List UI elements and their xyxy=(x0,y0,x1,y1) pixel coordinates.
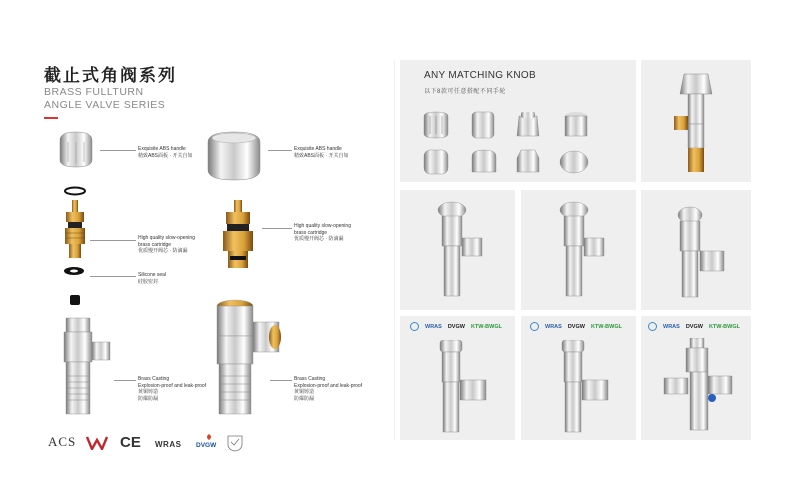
annotation-silicone-seal xyxy=(138,272,166,285)
annotation-large-cartridge xyxy=(294,223,351,243)
page-title-en-line1: BRASS FULLTURN xyxy=(44,86,144,98)
valve-image-1 xyxy=(430,200,490,300)
knob-6 xyxy=(472,150,496,172)
annotation-line: Brass Casting xyxy=(138,376,170,382)
valve-image-6 xyxy=(660,338,740,433)
leader-line xyxy=(100,150,136,151)
knob-7 xyxy=(517,150,539,172)
large-brass-casting-image xyxy=(205,298,285,418)
knob-grid xyxy=(400,60,636,182)
large-cartridge-image xyxy=(218,200,258,270)
cert-badges-tile-4 xyxy=(410,322,502,331)
knob-title: ANY MATCHING KNOB xyxy=(424,70,536,81)
annotation-small-cartridge xyxy=(138,235,195,255)
annotation-line: brass cartridge xyxy=(138,241,172,248)
knob-5 xyxy=(424,150,448,174)
small-abs-handle-image xyxy=(56,130,96,170)
annotation-line: Brass Casting xyxy=(294,376,326,382)
annotation-line: Exquisite ABS handle xyxy=(138,146,186,152)
annotation-large-casting xyxy=(294,376,362,402)
acs-logo: ACS xyxy=(48,434,77,449)
featured-valve-image xyxy=(666,70,726,175)
annotation-large-handle xyxy=(294,146,348,159)
annotation-line: 精致ABS面板 · 开关自如 xyxy=(138,152,193,159)
o-ring-image xyxy=(63,186,87,196)
annotation-small-handle xyxy=(138,146,192,159)
ce-logo: CE xyxy=(120,434,141,451)
valve-image-5 xyxy=(552,340,622,435)
valve-image-3 xyxy=(670,205,730,300)
ktw-badge: KTW-BWGL xyxy=(470,323,502,330)
watermark-logo-icon xyxy=(86,436,108,450)
dvgw-badge: DVGW xyxy=(447,323,465,330)
acs-badge-icon xyxy=(648,322,657,331)
dvgw-badge: DVGW xyxy=(567,323,585,330)
knob-4 xyxy=(565,112,587,136)
annotation-line: 黄铜铸造 xyxy=(294,389,315,395)
column-divider xyxy=(394,60,395,440)
small-seal-image xyxy=(69,294,81,306)
dvgw-logo: DVGW xyxy=(196,442,217,449)
ktw-badge: KTW-BWGL xyxy=(590,323,622,330)
leader-line xyxy=(268,150,292,151)
ktw-badge: KTW-BWGL xyxy=(708,323,740,330)
knob-8 xyxy=(560,151,588,173)
knob-3 xyxy=(517,112,539,136)
left-panel xyxy=(0,0,380,500)
annotation-line: 精致ABS面板 · 开关自如 xyxy=(294,152,349,159)
annotation-line: brass cartridge xyxy=(294,229,328,236)
valve-image-4 xyxy=(430,340,500,435)
silicone-seal-image xyxy=(62,266,86,276)
annotation-line: Silicone seal xyxy=(138,272,167,278)
wras-badge: WRAS xyxy=(545,323,562,330)
knob-2 xyxy=(472,112,494,138)
large-abs-handle-image xyxy=(204,130,264,182)
annotation-line: 黄铜铸造 xyxy=(138,389,159,395)
wras-badge: WRAS xyxy=(425,323,442,330)
page-title-cn: 截止式角阀系列 xyxy=(44,66,177,85)
dvgw-badge: DVGW xyxy=(685,323,703,330)
annotation-small-casting xyxy=(138,376,206,402)
leader-line xyxy=(90,240,136,241)
small-cartridge-image xyxy=(62,200,88,260)
annotation-line: 防爆防漏 xyxy=(294,395,315,402)
wras-badge: WRAS xyxy=(663,323,680,330)
leader-line xyxy=(90,276,136,277)
annotation-line: Exquisite ABS handle xyxy=(294,146,342,152)
cert-badges-tile-5 xyxy=(530,322,622,331)
annotation-line: High quality slow-opening xyxy=(138,235,195,241)
small-brass-casting-image xyxy=(54,316,114,416)
annotation-line: 优质慢开阀芯 · 防滴漏 xyxy=(138,248,188,254)
acs-badge-icon xyxy=(530,322,539,331)
acs-badge-icon xyxy=(410,322,419,331)
leader-line xyxy=(270,380,292,381)
wras-logo: WRAS xyxy=(155,440,182,449)
annotation-line: High quality slow-opening xyxy=(294,223,351,229)
kiwa-shield-icon xyxy=(226,434,244,452)
leader-line xyxy=(114,380,136,381)
annotation-line: 优质慢开阀芯 · 防滴漏 xyxy=(294,236,344,242)
annotation-line: 硅胶密封 xyxy=(138,278,159,285)
annotation-line: Explosion-proof and leak-proof xyxy=(138,382,207,389)
knob-1 xyxy=(424,112,448,138)
annotation-line: Explosion-proof and leak-proof xyxy=(294,382,363,389)
title-accent-line xyxy=(44,117,58,119)
cert-badges-tile-6 xyxy=(648,322,740,331)
knob-subtitle: 以下8款可任意搭配不同手轮 xyxy=(424,89,506,95)
annotation-line: 防爆防漏 xyxy=(138,395,159,402)
valve-image-2 xyxy=(552,200,612,300)
page-title-en-line2: ANGLE VALVE SERIES xyxy=(44,99,166,111)
leader-line xyxy=(262,228,292,229)
dvgw-flame-icon xyxy=(200,433,218,441)
